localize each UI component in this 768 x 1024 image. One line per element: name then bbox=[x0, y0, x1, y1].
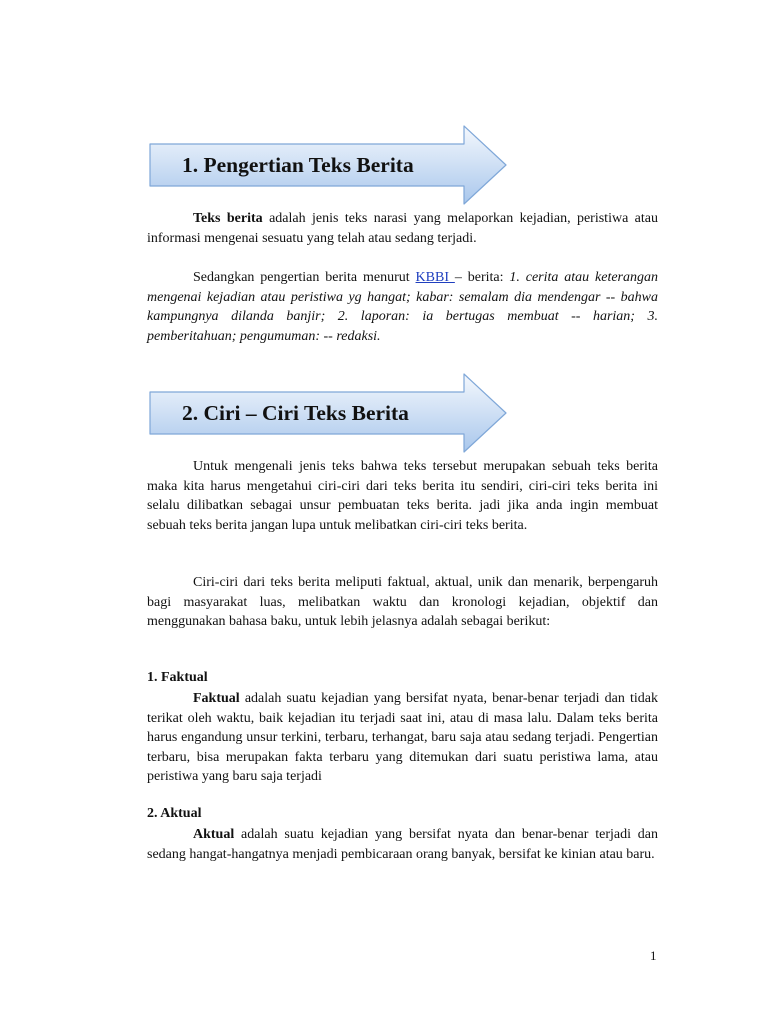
item-body-aktual bbox=[147, 825, 658, 864]
ciri-intro-paragraph-2: Ciri-ciri dari teks berita meliputi faktual, aktual, unik dan menarik, berpengaruh bagi masyarakat luas, melibatkan waktu dan kronologi kejadian, objektif dan menggunakan bahasa baku, untuk lebih jelasnya adalah sebagai berikut: bbox=[147, 575, 658, 629]
section-banner-1 bbox=[146, 116, 510, 214]
section-title: 1. Pengertian Teks Berita bbox=[182, 153, 414, 177]
intro-paragraph bbox=[147, 209, 658, 248]
intro-term: Teks berita bbox=[193, 211, 263, 226]
item-heading-faktual: 1. Faktual bbox=[147, 670, 208, 685]
kbbi-link[interactable]: KBBI bbox=[415, 270, 455, 285]
section-banner-2 bbox=[146, 364, 510, 462]
ciri-intro-paragraph-1: Untuk mengenali jenis teks bahwa teks tersebut merupakan sebuah teks berita maka kita harus mengetahui ciri-ciri dari teks berita itu sendiri, ciri-ciri teks berita ini selalu dilibatkan sebagai unsur pembuatan teks berita. jadi jika anda ingin membuat sebuah teks berita jangan lupa untuk melibatkan ciri-ciri teks berita. bbox=[147, 459, 658, 533]
intro-text: adalah jenis teks narasi yang melaporkan kejadian, peristiwa atau informasi mengenai sesuatu yang telah atau sedang terjadi. bbox=[147, 211, 658, 246]
item-text: adalah suatu kejadian yang bersifat nyata dan benar-benar terjadi dan sedang hangat-hangatnya menjadi pembicaraan orang banyak, bersifat ke kinian atau baru. bbox=[147, 827, 658, 862]
item-term: Faktual bbox=[193, 691, 240, 706]
item-heading-aktual: 2. Aktual bbox=[147, 806, 202, 821]
page-number: 1 bbox=[650, 948, 657, 963]
item-text: adalah suatu kejadian yang bersifat nyata, benar-benar terjadi dan tidak terikat oleh waktu, baik kejadian itu terjadi saat ini, atau di masa lalu. Dalam teks berita harus engandung unsur terkini, terbaru, terhangat, baru saja atau sedang terjadi. Pengertian terbaru, bisa merupakan fakta terbaru yang ditemukan dari suatu peristiwa lama, atau peristiwa yang baru saja terjadi bbox=[147, 691, 658, 784]
definition-italic: 1. cerita atau keterangan mengenai kejadian atau peristiwa yg hangat; kabar: semalam dia mendengar -- bahwa kampungnya dilanda banjir; 2. laporan: ia bertugas membuat -- harian; 3. pemberitahuan; pengumuman: -- redaksi. bbox=[147, 270, 658, 344]
item-body-faktual bbox=[147, 689, 658, 787]
definition-paragraph bbox=[147, 268, 658, 346]
item-term: Aktual bbox=[193, 827, 235, 842]
definition-text-after: – berita: bbox=[454, 270, 510, 285]
section-title: 2. Ciri – Ciri Teks Berita bbox=[182, 401, 409, 425]
definition-text-before: Sedangkan pengertian berita menurut bbox=[193, 270, 416, 285]
